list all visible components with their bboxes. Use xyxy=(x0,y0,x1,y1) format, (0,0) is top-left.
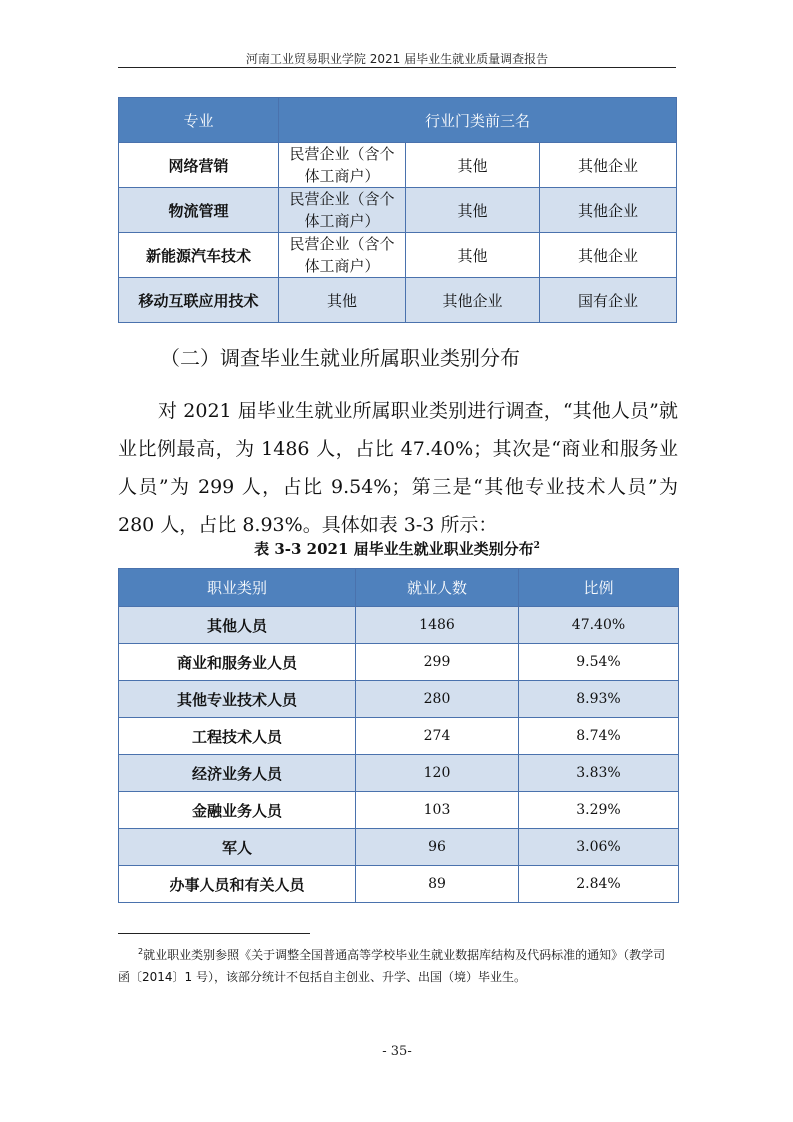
footnote xyxy=(118,941,676,988)
category-cell: 其他专业技术人员 xyxy=(119,681,356,718)
running-header: 河南工业贸易职业学院 2021 届毕业生就业质量调查报告 xyxy=(245,52,549,66)
table-row xyxy=(119,278,677,323)
col-header-category: 职业类别 xyxy=(119,569,356,607)
count-cell: 96 xyxy=(356,829,519,866)
industry-cell: 民营企业（含个体工商户） xyxy=(279,233,406,278)
ratio-cell: 2.84% xyxy=(519,866,679,903)
category-cell: 其他人员 xyxy=(119,607,356,644)
ratio-cell: 47.40% xyxy=(519,607,679,644)
industry-cell: 民营企业（含个体工商户） xyxy=(279,188,406,233)
ratio-cell: 3.06% xyxy=(519,829,679,866)
footnote-separator xyxy=(118,933,310,934)
table-row xyxy=(119,233,677,278)
count-cell: 274 xyxy=(356,718,519,755)
industry-cell: 其他企业 xyxy=(540,143,677,188)
count-cell: 89 xyxy=(356,866,519,903)
table-row xyxy=(119,829,679,866)
section-heading: （二）调查毕业生就业所属职业类别分布 xyxy=(160,346,520,370)
footnote-text: 就业职业类别参照《关于调整全国普通高等学校毕业生就业数据库结构及代码标准的通知》（教学司函〔2014〕1 号），该部分统计不包括自主创业、升学、出国（境）毕业生。 xyxy=(118,948,666,984)
category-cell: 经济业务人员 xyxy=(119,755,356,792)
category-cell: 工程技术人员 xyxy=(119,718,356,755)
category-cell: 军人 xyxy=(119,829,356,866)
body-paragraph: 对 2021 届毕业生就业所属职业类别进行调查，“其他人员”就业比例最高，为 1486 人，占比 47.40%；其次是“商业和服务业人员”为 299 人，占比 9.54%；第三是“其他专业技术人员”为 280 人，占比 8.93%。具体如表 3-3 所示： xyxy=(118,400,678,536)
industry-cell: 民营企业（含个体工商户） xyxy=(279,143,406,188)
col-major-header: 专业 xyxy=(119,98,279,143)
major-cell: 物流管理 xyxy=(119,188,279,233)
occupation-distribution-table xyxy=(118,568,679,903)
major-cell: 新能源汽车技术 xyxy=(119,233,279,278)
ratio-cell: 8.93% xyxy=(519,681,679,718)
footnote-mark: 2 xyxy=(138,947,144,956)
industry-cell: 其他企业 xyxy=(540,188,677,233)
industry-top3-table xyxy=(118,97,677,323)
col-top3-header: 行业门类前三名 xyxy=(279,98,677,143)
ratio-cell: 9.54% xyxy=(519,644,679,681)
count-cell: 103 xyxy=(356,792,519,829)
category-cell: 商业和服务业人员 xyxy=(119,644,356,681)
ratio-cell: 8.74% xyxy=(519,718,679,755)
table-row xyxy=(119,607,679,644)
col-header-count: 就业人数 xyxy=(356,569,519,607)
footnote-reference: 2 xyxy=(533,541,540,551)
header-rule xyxy=(118,67,676,68)
industry-cell: 其他企业 xyxy=(540,233,677,278)
ratio-cell: 3.29% xyxy=(519,792,679,829)
table-row xyxy=(119,644,679,681)
industry-cell: 国有企业 xyxy=(540,278,677,323)
category-cell: 办事人员和有关人员 xyxy=(119,866,356,903)
industry-cell: 其他 xyxy=(406,143,540,188)
major-cell: 移动互联应用技术 xyxy=(119,278,279,323)
table-row xyxy=(119,866,679,903)
major-cell: 网络营销 xyxy=(119,143,279,188)
page-number: - 35- xyxy=(382,1044,412,1059)
count-cell: 299 xyxy=(356,644,519,681)
table-caption xyxy=(118,538,676,559)
table-row xyxy=(119,792,679,829)
count-cell: 1486 xyxy=(356,607,519,644)
table-row xyxy=(119,718,679,755)
table-header-row xyxy=(119,98,677,143)
industry-cell: 其他 xyxy=(406,188,540,233)
col-header-ratio: 比例 xyxy=(519,569,679,607)
industry-cell: 其他 xyxy=(406,233,540,278)
count-cell: 280 xyxy=(356,681,519,718)
table-row xyxy=(119,143,677,188)
table-row xyxy=(119,681,679,718)
category-cell: 金融业务人员 xyxy=(119,792,356,829)
ratio-cell: 3.83% xyxy=(519,755,679,792)
table-row xyxy=(119,188,677,233)
table-header-row xyxy=(119,569,679,607)
industry-cell: 其他企业 xyxy=(406,278,540,323)
caption-text: 表 3-3 2021 届毕业生就业职业类别分布 xyxy=(254,540,534,558)
count-cell: 120 xyxy=(356,755,519,792)
industry-cell: 其他 xyxy=(279,278,406,323)
table-row xyxy=(119,755,679,792)
